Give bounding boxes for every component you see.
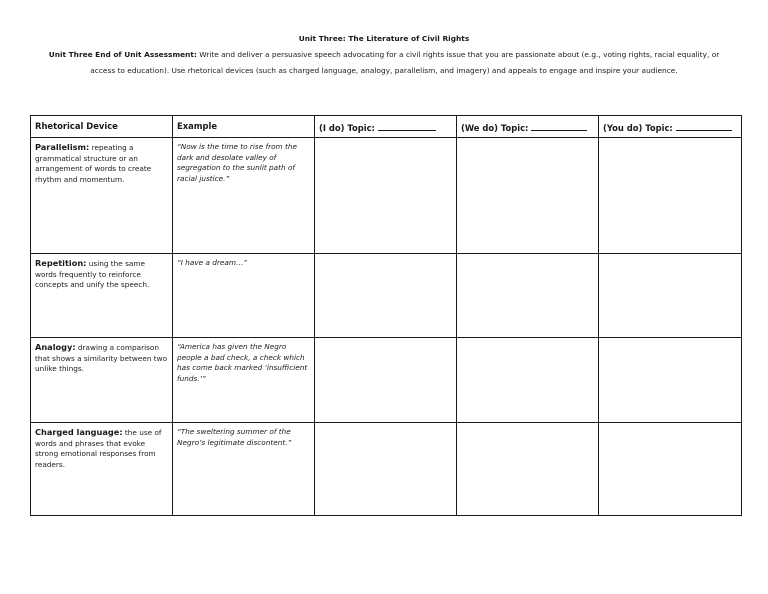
device-term: Parallelism: <box>35 142 90 152</box>
we-do-cell[interactable] <box>457 254 599 338</box>
page-header <box>30 34 738 79</box>
i-do-cell[interactable] <box>315 138 457 254</box>
table-row-repetition <box>31 254 742 338</box>
page-title: Unit Three: The Literature of Civil Rights <box>298 34 470 43</box>
rhetorical-devices-table <box>30 115 742 516</box>
we-do-cell[interactable] <box>457 338 599 423</box>
device-term: Charged language: <box>35 427 123 437</box>
device-definition: using the same words frequently to reinforce concepts and unify the speech. <box>35 259 150 289</box>
device-definition: the use of words and phrases that evoke strong emotional responses from readers. <box>35 428 162 469</box>
instructions-text: Write and deliver a persuasive speech advocating for a civil rights issue that you are passionate about (e.g., voting rights, racial equality, or access to education). Use rhetorical devices (such as charged language, analogy, parallelism, and imagery) and appeals to engage and inspire your audience. <box>90 50 720 75</box>
we-do-cell[interactable] <box>457 138 599 254</box>
you-do-cell[interactable] <box>599 138 742 254</box>
device-definition: drawing a comparison that shows a similarity between two unlike things. <box>35 343 168 373</box>
header-we-do-topic: (We do) Topic: <box>457 116 599 138</box>
header-i-do-topic: (I do) Topic: <box>315 116 457 138</box>
device-definition: repeating a grammatical structure or an arrangement of words to create rhythm and momentum. <box>35 143 152 184</box>
i-do-cell[interactable] <box>315 423 457 516</box>
example-cell: “The sweltering summer of the Negro’s legitimate discontent.” <box>173 423 315 516</box>
header-example: Example <box>173 116 315 138</box>
device-cell <box>31 138 173 254</box>
you-do-cell[interactable] <box>599 254 742 338</box>
instructions-lead: Unit Three End of Unit Assessment: <box>48 50 197 59</box>
header-you-do-topic: (You do) Topic: <box>599 116 742 138</box>
i-do-topic-blank[interactable] <box>378 121 436 131</box>
example-cell: “I have a dream…” <box>173 254 315 338</box>
you-do-cell[interactable] <box>599 423 742 516</box>
table-row-charged-language <box>31 423 742 516</box>
table-row-parallelism <box>31 138 742 254</box>
we-do-cell[interactable] <box>457 423 599 516</box>
example-cell: “Now is the time to rise from the dark and desolate valley of segregation to the sunlit path of racial justice.” <box>173 138 315 254</box>
you-do-cell[interactable] <box>599 338 742 423</box>
table-header-row <box>31 116 742 138</box>
device-cell <box>31 254 173 338</box>
we-do-topic-blank[interactable] <box>531 121 587 131</box>
device-cell <box>31 423 173 516</box>
assessment-instructions <box>30 47 738 79</box>
you-do-topic-blank[interactable] <box>676 121 732 131</box>
i-do-cell[interactable] <box>315 338 457 423</box>
header-rhetorical-device: Rhetorical Device <box>31 116 173 138</box>
table-row-analogy <box>31 338 742 423</box>
device-cell <box>31 338 173 423</box>
device-term: Analogy: <box>35 342 76 352</box>
example-cell: “America has given the Negro people a bad check, a check which has come back marked ‘insufficient funds.’” <box>173 338 315 423</box>
i-do-cell[interactable] <box>315 254 457 338</box>
device-term: Repetition: <box>35 258 87 268</box>
